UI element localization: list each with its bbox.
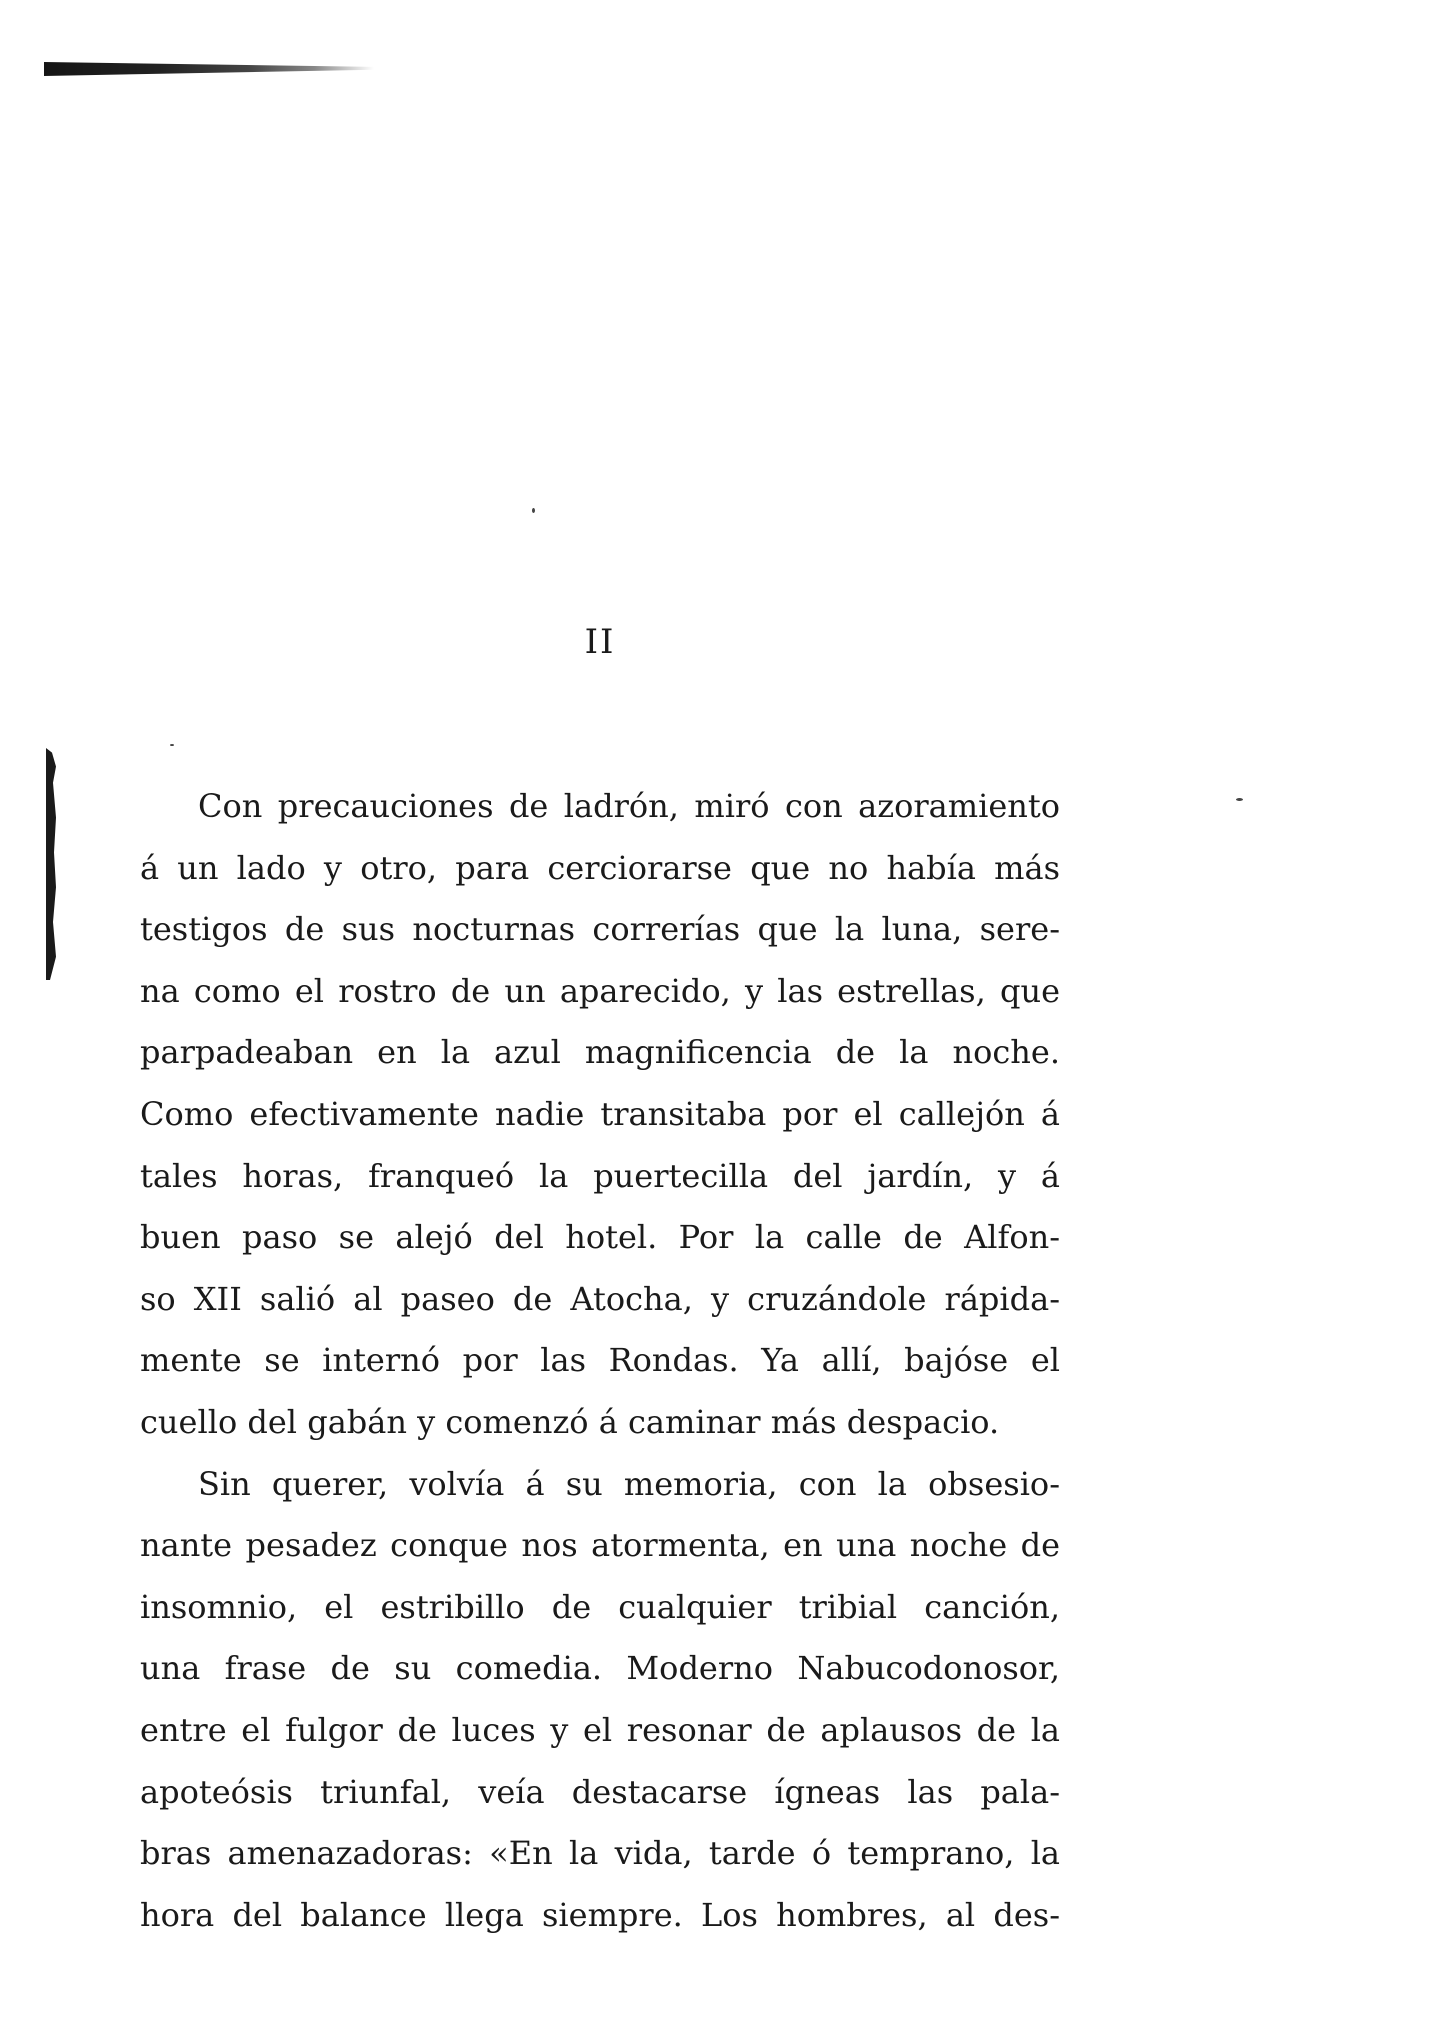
text-line: Con precauciones de ladrón, miró con azoramiento <box>198 787 1060 825</box>
text-line: mente se internó por las Rondas. Ya allí, bajóse el <box>140 1341 1060 1380</box>
text-line: parpadeaban en la azul magnificencia de la noche. <box>140 1033 1060 1072</box>
text-line: hora del balance llega siempre. Los hombres, al des- <box>140 1895 1060 1934</box>
text-line: á un lado y otro, para cerciorarse que no había más <box>140 848 1060 887</box>
margin-ink-mark <box>46 748 56 980</box>
text-line: Sin querer, volvía á su memoria, con la obsesio- <box>198 1464 1060 1503</box>
text-line: bras amenazadoras: «En la vida, tarde ó temprano, la <box>140 1834 1060 1873</box>
text-line: Como efectivamente nadie transitaba por el callejón á <box>140 1094 1060 1133</box>
chapter-number: II <box>584 622 616 662</box>
ink-speck <box>532 508 535 513</box>
body-text <box>140 776 1060 1946</box>
text-line: entre el fulgor de luces y el resonar de aplausos de la <box>140 1710 1060 1749</box>
text-line: na como el rostro de un aparecido, y las estrellas, que <box>140 971 1060 1010</box>
text-line: apoteósis triunfal, veía destacarse ígneas las pala- <box>140 1772 1060 1811</box>
text-line: insomnio, el estribillo de cualquier tribial canción, <box>140 1587 1060 1626</box>
text-line: tales horas, franqueó la puertecilla del jardín, y á <box>140 1156 1060 1195</box>
text-line: testigos de sus nocturnas correrías que la luna, sere- <box>140 910 1060 949</box>
text-line: cuello del gabán y comenzó á caminar más despacio. <box>140 1402 1000 1441</box>
text-line: una frase de su comedia. Moderno Nabucodonosor, <box>140 1649 1060 1688</box>
ink-speck <box>170 744 174 746</box>
printed-rule-mark <box>44 62 374 76</box>
text-line: nante pesadez conque nos atormenta, en una noche de <box>140 1526 1060 1565</box>
ink-speck <box>1236 798 1243 801</box>
text-line: so XII salió al paseo de Atocha, y cruzándole rápida- <box>140 1279 1060 1318</box>
text-line: buen paso se alejó del hotel. Por la calle de Alfon- <box>140 1218 1060 1257</box>
